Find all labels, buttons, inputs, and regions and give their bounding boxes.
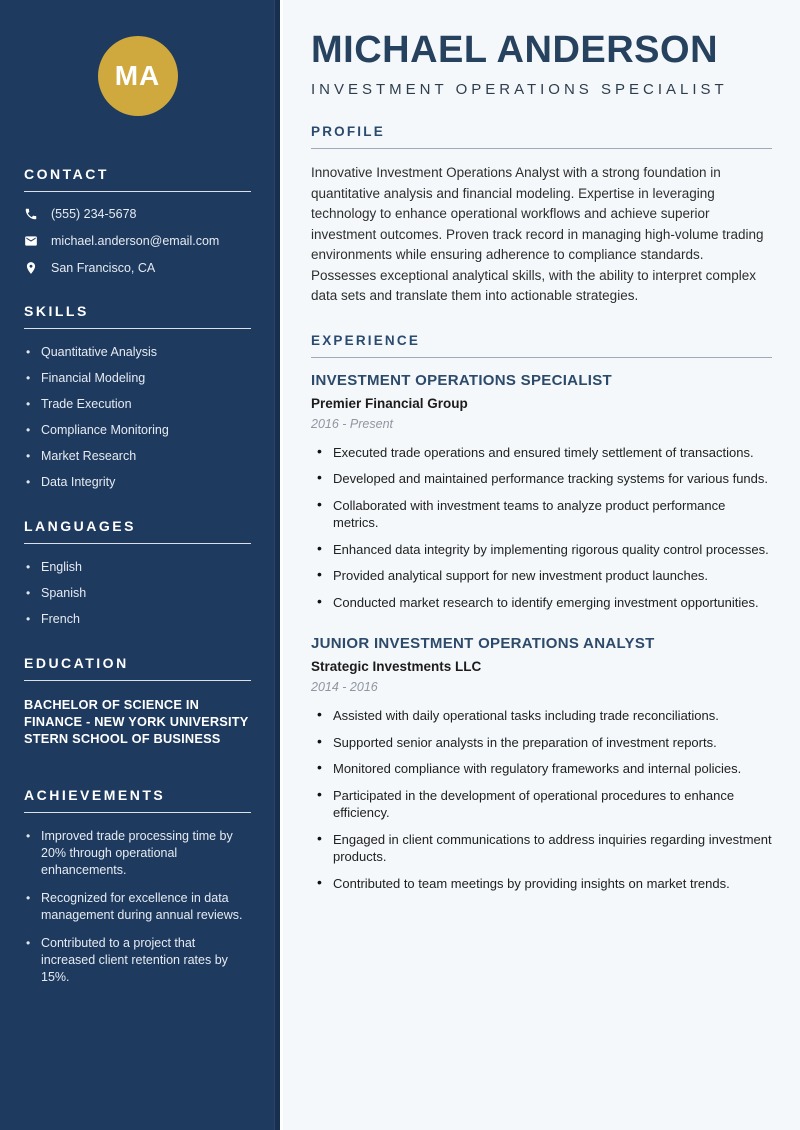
contact-location [24, 261, 251, 275]
job-bullet: • Conducted market research to identify emerging investment opportunities. [311, 594, 772, 612]
job-bullet-list [311, 444, 772, 612]
profile-section-title: PROFILE [311, 124, 385, 139]
job-dates: 2016 - Present [311, 416, 393, 431]
job-entry [311, 372, 772, 612]
contact-divider [24, 191, 251, 192]
person-headline: INVESTMENT OPERATIONS SPECIALIST [311, 81, 728, 98]
education-degree: BACHELOR OF SCIENCE IN FINANCE - NEW YORK UNIVERSITY STERN SCHOOL OF BUSINESS [24, 697, 249, 746]
job-company: Strategic Investments LLC [311, 659, 482, 674]
contact-phone [24, 207, 251, 221]
languages-section [24, 518, 251, 627]
skill-item: • Compliance Monitoring [24, 422, 251, 438]
email-icon [24, 234, 38, 248]
languages-list [24, 559, 251, 627]
job-dates: 2014 - 2016 [311, 680, 378, 694]
achievements-divider [24, 812, 251, 813]
skills-section [24, 303, 251, 490]
profile-text: Innovative Investment Operations Analyst with a strong foundation in quantitative analysis and financial modeling. Expertise in leveraging technology to enhance operational workflows and achieve superior investment outcomes. Proven track record in managing high-volume trading environments while ensuring adherence to compliance standards. Possesses exceptional analytical skills, with the ability to interpret complex data sets and translate them into actionable strategies. [311, 165, 764, 303]
job-bullet: • Monitored compliance with regulatory frameworks and internal policies. [311, 760, 772, 778]
main-content [280, 0, 800, 1130]
contact-section [24, 166, 251, 275]
avatar [98, 36, 178, 116]
skill-item: • Data Integrity [24, 474, 251, 490]
profile-divider [311, 148, 772, 149]
achievement-item: • Improved trade processing time by 20% through operational enhancements. [24, 828, 251, 879]
job-bullet: • Executed trade operations and ensured timely settlement of transactions. [311, 444, 772, 462]
contact-section-title: CONTACT [24, 166, 109, 182]
achievement-item: • Recognized for excellence in data management during annual reviews. [24, 890, 251, 924]
education-section [24, 655, 251, 747]
job-bullet: • Participated in the development of operational procedures to enhance efficiency. [311, 787, 772, 822]
language-item: • French [24, 611, 251, 627]
job-bullet: • Enhanced data integrity by implementing rigorous quality control processes. [311, 541, 772, 559]
language-item: • Spanish [24, 585, 251, 601]
skill-item: • Market Research [24, 448, 251, 464]
language-item: • English [24, 559, 251, 575]
contact-email [24, 234, 251, 248]
contact-location-text: San Francisco, CA [51, 261, 156, 275]
job-role: INVESTMENT OPERATIONS SPECIALIST [311, 371, 613, 389]
education-section-title: EDUCATION [24, 655, 129, 671]
education-divider [24, 680, 251, 681]
job-bullet: • Supported senior analysts in the preparation of investment reports. [311, 734, 772, 752]
job-entry [311, 635, 772, 892]
job-bullet: • Collaborated with investment teams to analyze product performance metrics. [311, 497, 772, 532]
experience-section [311, 333, 772, 893]
job-company: Premier Financial Group [311, 395, 468, 411]
job-bullet: • Engaged in client communications to address inquiries regarding investment products. [311, 831, 772, 866]
experience-section-title: EXPERIENCE [311, 332, 421, 348]
skills-divider [24, 328, 251, 329]
job-bullet: • Provided analytical support for new investment product launches. [311, 567, 772, 585]
achievements-section [24, 787, 251, 986]
contact-email-text: michael.anderson@email.com [51, 234, 220, 248]
job-bullet-list [311, 707, 772, 892]
skill-item: • Quantitative Analysis [24, 344, 251, 360]
sidebar [0, 0, 280, 1130]
achievement-item: • Contributed to a project that increased client retention rates by 15%. [24, 935, 251, 986]
languages-divider [24, 543, 251, 544]
languages-section-title: LANGUAGES [24, 518, 136, 534]
skills-list [24, 344, 251, 490]
skills-section-title: SKILLS [24, 303, 89, 319]
avatar-initials: MA [114, 60, 161, 91]
skill-item: • Trade Execution [24, 396, 251, 412]
job-bullet: • Developed and maintained performance tracking systems for various funds. [311, 470, 772, 488]
job-role: JUNIOR INVESTMENT OPERATIONS ANALYST [311, 635, 655, 652]
experience-divider [311, 357, 772, 358]
contact-phone-text: (555) 234-5678 [51, 207, 137, 221]
achievements-section-title: ACHIEVEMENTS [24, 787, 166, 803]
achievements-list [24, 828, 251, 986]
phone-icon [24, 207, 38, 221]
job-bullet: • Contributed to team meetings by providing insights on market trends. [311, 875, 772, 893]
location-pin-icon [24, 261, 38, 275]
person-name: MICHAEL ANDERSON [311, 29, 719, 71]
skill-item: • Financial Modeling [24, 370, 251, 386]
avatar-wrap [24, 36, 251, 116]
profile-section [311, 124, 772, 307]
job-bullet: • Assisted with daily operational tasks including trade reconciliations. [311, 707, 772, 725]
